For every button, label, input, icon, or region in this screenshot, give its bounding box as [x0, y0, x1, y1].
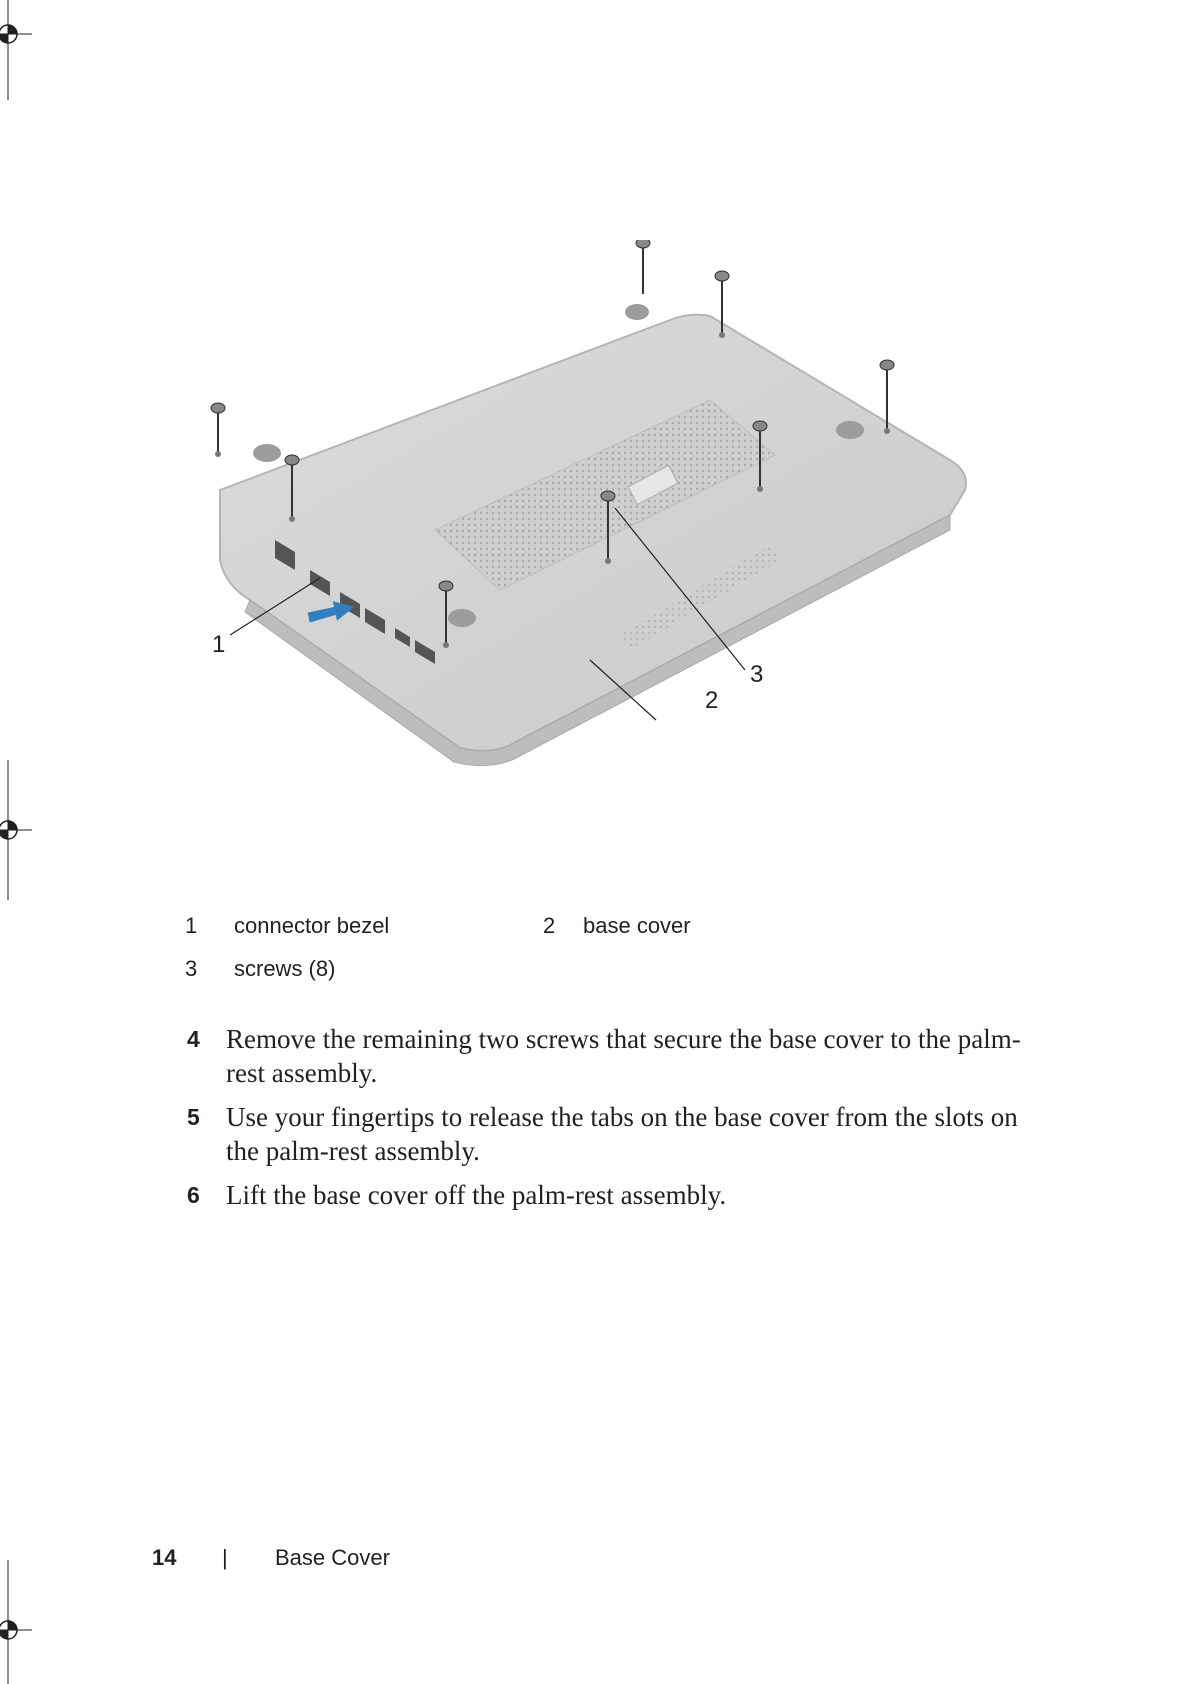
legend-number: 2 [543, 913, 556, 938]
callout-number-1: 1 [212, 631, 226, 658]
rubber-foot [448, 609, 476, 627]
step-text: Use your fingertips to release the tabs on the base cover from the slots on the palm-rest assembly. [226, 1102, 1018, 1166]
rubber-foot [253, 444, 281, 462]
rubber-foot [625, 304, 649, 320]
screw-icon [211, 403, 225, 457]
step-text: Lift the base cover off the palm-rest assembly. [226, 1180, 727, 1210]
legend-label: connector bezel [234, 913, 390, 938]
legend-label: base cover [583, 913, 691, 938]
legend-number: 3 [185, 956, 198, 981]
rubber-foot [836, 421, 864, 439]
step-item [184, 1100, 1024, 1168]
legend-row [180, 913, 980, 956]
legend-row [180, 956, 980, 999]
section-title: Base Cover [275, 1545, 390, 1570]
legend-number: 1 [185, 913, 198, 938]
registration-mark-top-left-icon [0, 0, 40, 100]
step-number: 4 [187, 1026, 200, 1052]
legend-label: screws (8) [234, 956, 336, 981]
registration-mark-bottom-left-icon [0, 1560, 40, 1684]
step-item [184, 1178, 1024, 1212]
step-text: Remove the remaining two screws that secure the base cover to the palm-rest assembly. [226, 1024, 1021, 1088]
callout-number-2: 2 [705, 687, 719, 714]
registration-mark-middle-left-icon [0, 760, 40, 900]
step-number: 5 [187, 1104, 200, 1130]
callout-number-3: 3 [750, 661, 764, 688]
screw-icon [636, 240, 650, 294]
procedure-steps [184, 1022, 1024, 1222]
page-number: 14 [152, 1545, 177, 1570]
figure-legend [180, 913, 980, 999]
step-number: 6 [187, 1182, 200, 1208]
footer-separator: | [222, 1545, 228, 1570]
base-cover-illustration [190, 240, 1010, 770]
step-item [184, 1022, 1024, 1090]
